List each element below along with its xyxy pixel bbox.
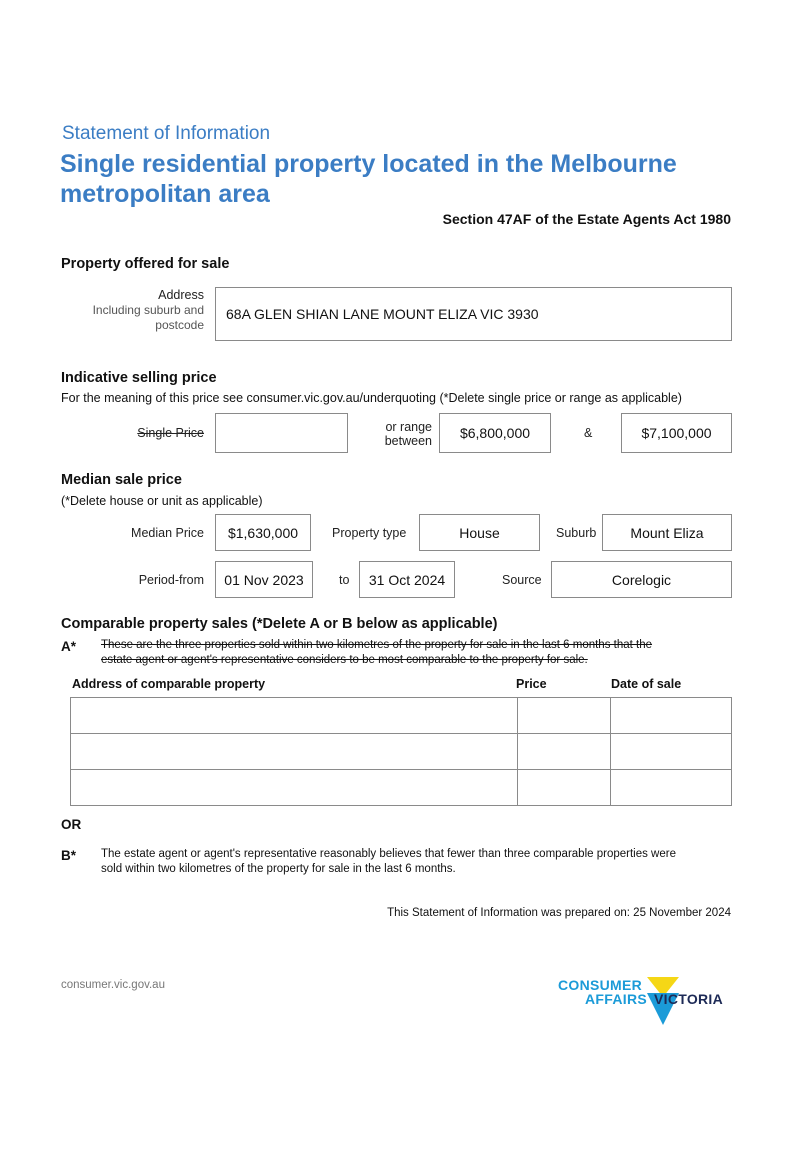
range-label-1: or range — [385, 420, 432, 434]
range-high-value: $7,100,000 — [641, 425, 712, 441]
option-b-text-2: sold within two kilometres of the property for sale in the last 6 months. — [101, 863, 456, 875]
single-price-label: Single Price — [137, 426, 204, 440]
range-low-value: $6,800,000 — [459, 425, 531, 441]
period-from-label: Period-from — [138, 573, 204, 587]
address-label: Address — [158, 288, 204, 302]
property-type-value: House — [459, 524, 500, 541]
suburb-value: Mount Eliza — [630, 524, 704, 541]
option-a-marker: A* — [61, 639, 77, 654]
document-title-line2: metropolitan area — [60, 180, 270, 208]
suburb-label: Suburb — [556, 526, 597, 540]
comparable-date-cell[interactable] — [611, 698, 732, 734]
range-low-field[interactable] — [439, 413, 551, 453]
property-heading: Property offered for sale — [61, 256, 230, 272]
median-note: (*Delete house or unit as applicable) — [61, 494, 263, 508]
comparable-heading: Comparable property sales (*Delete A or B below as applicable) — [61, 616, 498, 632]
property-type-label: Property type — [332, 526, 407, 540]
comparable-price-cell[interactable] — [518, 734, 611, 770]
source-value: Corelogic — [611, 571, 672, 588]
or-label: OR — [61, 817, 82, 832]
source-field[interactable] — [551, 561, 732, 598]
consumer-affairs-victoria-logo — [555, 975, 735, 1030]
table-row — [71, 698, 732, 734]
comparable-table — [70, 697, 732, 806]
comparable-address-cell[interactable] — [71, 734, 518, 770]
median-price-field[interactable] — [215, 514, 311, 551]
period-from-field[interactable] — [215, 561, 313, 598]
median-price-value: $1,630,000 — [227, 524, 299, 541]
logo-line-1: CONSUMER — [558, 977, 643, 993]
column-address-header: Address of comparable property — [72, 677, 266, 691]
period-to-label: to — [339, 573, 350, 587]
property-type-field[interactable] — [419, 514, 540, 551]
indicative-heading: Indicative selling price — [61, 370, 217, 386]
option-a-text-1: These are the three properties sold within two kilometres of the property for sale in the last 6 months that the — [101, 639, 653, 651]
option-b-marker: B* — [61, 848, 77, 863]
comparable-price-cell[interactable] — [518, 770, 611, 806]
comparable-date-cell[interactable] — [611, 770, 732, 806]
range-label-2: between — [384, 434, 432, 448]
indicative-note: For the meaning of this price see consumer.vic.gov.au/underquoting (*Delete single price or range as applicable) — [61, 391, 682, 405]
period-to-field[interactable] — [359, 561, 455, 598]
table-row — [71, 734, 732, 770]
option-a-text-2: estate agent or agent's representative considers to be most comparable to the property for sale. — [101, 654, 588, 666]
table-row — [71, 770, 732, 806]
suburb-field[interactable] — [602, 514, 732, 551]
address-field[interactable] — [215, 287, 732, 341]
address-sublabel-1: Including suburb and — [92, 303, 204, 317]
median-price-label: Median Price — [131, 526, 204, 540]
logo-line-2: AFFAIRS — [585, 991, 647, 1007]
column-date-header: Date of sale — [611, 677, 682, 691]
column-price-header: Price — [516, 677, 547, 691]
document-kicker: Statement of Information — [62, 123, 271, 144]
source-label: Source — [502, 573, 542, 587]
address-sublabel-2: postcode — [155, 318, 204, 332]
logo-word-victoria: VICTORIA — [654, 991, 724, 1007]
period-to-value: 31 Oct 2024 — [368, 571, 446, 588]
period-from-value: 01 Nov 2023 — [224, 571, 304, 588]
address-value: 68A GLEN SHIAN LANE MOUNT ELIZA VIC 3930 — [226, 306, 539, 322]
median-heading: Median sale price — [61, 472, 182, 488]
document-title-line1: Single residential property located in the Melbourne — [60, 150, 677, 178]
range-high-field[interactable] — [621, 413, 732, 453]
footer-site-link[interactable]: consumer.vic.gov.au — [61, 979, 165, 991]
section-reference: Section 47AF of the Estate Agents Act 1980 — [442, 211, 731, 227]
single-price-field[interactable] — [215, 413, 348, 453]
comparable-address-cell[interactable] — [71, 698, 518, 734]
comparable-date-cell[interactable] — [611, 734, 732, 770]
option-b-text-1: The estate agent or agent's representative reasonably believes that fewer than three comparable properties were — [101, 848, 676, 860]
comparable-price-cell[interactable] — [518, 698, 611, 734]
comparable-address-cell[interactable] — [71, 770, 518, 806]
prepared-date: This Statement of Information was prepared on: 25 November 2024 — [387, 907, 731, 919]
range-ampersand: & — [584, 426, 593, 440]
